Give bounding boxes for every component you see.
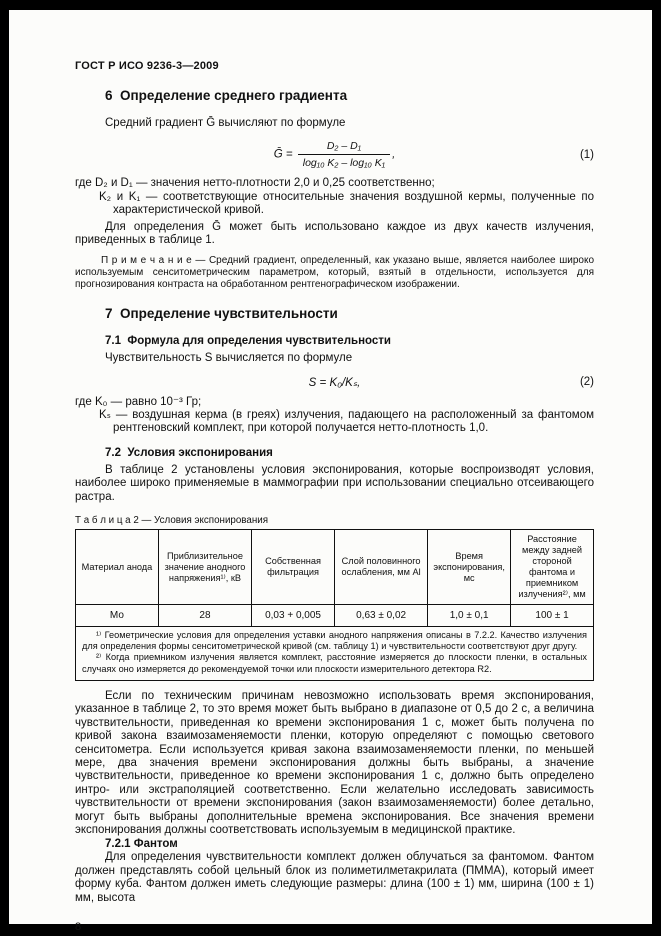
table-cell-exposure-time: 1,0 ± 0,1 xyxy=(428,605,511,627)
column-header-distance: Расстояние между задней стороной фантома и приемником излучения²⁾, мм xyxy=(511,530,594,605)
formula-1 xyxy=(75,139,594,170)
definition-item-k2-k1: K₂ и K₁ — соответствующие относительные значения воздушной кермы, полученные по характеристической кривой. xyxy=(99,190,594,217)
table-2-data-row xyxy=(76,605,594,627)
table-cell-anode-material: Мо xyxy=(76,605,159,627)
table-cell-distance: 100 ± 1 xyxy=(511,605,594,627)
definition-item-k0: где K₀ — равно 10⁻³ Гр; xyxy=(75,395,202,408)
section-7-2-1-title: 7.2.1 Фантом xyxy=(105,838,178,851)
table-footnote-1: ¹⁾ Геометрические условия для определения уставки анодного напряжения описаны в 7.2.2. Качество излучения для определения формы сенситометрической кривой (см. таблицу 1) и чувствительности соответствуют друг другу. xyxy=(82,630,587,652)
page-content xyxy=(75,60,594,933)
document-header: ГОСТ Р ИСО 9236-3—2009 xyxy=(75,60,219,72)
table-2-header-row xyxy=(76,530,594,605)
formula-1-lhs: Ḡ = xyxy=(273,148,293,161)
section-7-2-title: 7.2 Условия экспонирования xyxy=(105,446,273,459)
formula-2-body: S = K₀/Kₛ, xyxy=(308,376,361,389)
page-number: 8 xyxy=(75,920,82,933)
section-6-title: 6 Определение среднего градиента xyxy=(105,88,348,103)
table-footnotes-cell xyxy=(76,627,594,681)
table-2-caption: Т а б л и ц а 2 — Условия экспонирования xyxy=(75,515,269,527)
section-7-title: 7 Определение чувствительности xyxy=(105,306,338,322)
table-cell-anode-voltage: 28 xyxy=(158,605,251,627)
table-2 xyxy=(75,529,594,681)
formula-1-numerator: D₂ – D₁ xyxy=(298,139,390,155)
formula-2 xyxy=(75,375,594,389)
table-footnote-2: ²⁾ Когда приемником излучения является комплект, расстояние измеряется до плоскости пленки, в остальных случаях оно измеряется до рекомендуемой точки или плоскости измерительного детектора R2. xyxy=(82,652,587,674)
column-header-inherent-filtration: Собственная фильтрация xyxy=(252,530,335,605)
section-7-1-intro: Чувствительность S вычисляется по формуле xyxy=(105,352,353,365)
definition-item-ks: Kₛ — воздушная керма (в греях) излучения, падающего на расположенный за фантомом рентгеновский комплект, при которой получается нетто-плотность 1,0. xyxy=(99,409,594,435)
document-page xyxy=(9,10,652,933)
formula-1-fraction xyxy=(298,139,390,170)
formula-2-number: (2) xyxy=(579,375,594,388)
section-6-paragraph-2: Для определения Ḡ может быть использовано каждое из двух качеств излучения, приведенных в таблице 1. xyxy=(75,220,594,247)
definition-item-d2-d1: где D₂ и D₁ — значения нетто-плотности 2,0 и 0,25 соответственно; xyxy=(75,177,435,190)
column-header-anode-voltage: Приблизительное значение анодного напряжения¹⁾, кВ xyxy=(158,530,251,605)
formula-1-denominator: log₁₀ K₂ – log₁₀ K₁ xyxy=(302,157,386,170)
section-7-2-intro: В таблице 2 установлены условия экспонирования, которые воспроизводят условия, наиболее широко применяемые в маммографии при использовании специально отсеивающего растра. xyxy=(75,463,594,503)
formula-1-comma: , xyxy=(392,148,396,161)
table-cell-half-value-layer: 0,63 ± 0,02 xyxy=(334,605,427,627)
column-header-half-value-layer: Слой половинного ослабления, мм Al xyxy=(334,530,427,605)
section-6-intro: Средний градиент Ḡ вычисляют по формуле xyxy=(105,117,346,129)
section-6-note: П р и м е ч а н и е — Средний градиент, определенный, как указано выше, является наиболее широко используемым сенситометрическим параметром, который, взятый в отдельности, используется для прогнозирования контраста на обработанном рентгенографическом изображении. xyxy=(75,255,594,290)
section-7-2-1-paragraph: Для определения чувствительности комплект должен облучаться за фантомом. Фантом должен представлять собой цельный блок из полиметилметакрилата (ПММА), который имеет форму куба. Фантом должен иметь следующие размеры: длина (100 ± 1) мм, ширина (100 ± 1) мм, высота xyxy=(75,851,594,904)
column-header-anode-material: Материал анода xyxy=(76,530,159,605)
table-cell-inherent-filtration: 0,03 + 0,005 xyxy=(252,605,335,627)
formula-1-number: (1) xyxy=(579,148,594,161)
column-header-exposure-time: Время экспонирования, мс xyxy=(428,530,511,605)
table-2-footnotes-row xyxy=(76,627,594,681)
section-7-1-title: 7.1 Формула для определения чувствительности xyxy=(105,335,391,348)
section-7-2-paragraph: Если по техническим причинам невозможно использовать время экспонирования, указанное в таблице 2, то это время может быть выбрано в диапазоне от 0,5 до 2 с, а величина чувствительности, приведенная ко времени экспонирования 1 с, может быть получена по кривой закона взаимозаменяемости пленки, которую определяют с помощью светового сенситометра. Если используется кривая закона взаимозаменяемости пленки, по меньшей мере, два значения времени экспонирования должны быть выбраны, а значение чувствительности, приведенное ко времени экспонирования 1 с, должно быть определено интро- или экстраполяцией соответственно. Если желательно исследовать зависимость чувствительности от времени экспонирования (закон взаимозаменяемости) более детально, могут быть выбраны дополнительные времена экспонирования. Все значения времени экспонирования должны соответствовать используемым в медицинской практике. xyxy=(75,689,594,836)
